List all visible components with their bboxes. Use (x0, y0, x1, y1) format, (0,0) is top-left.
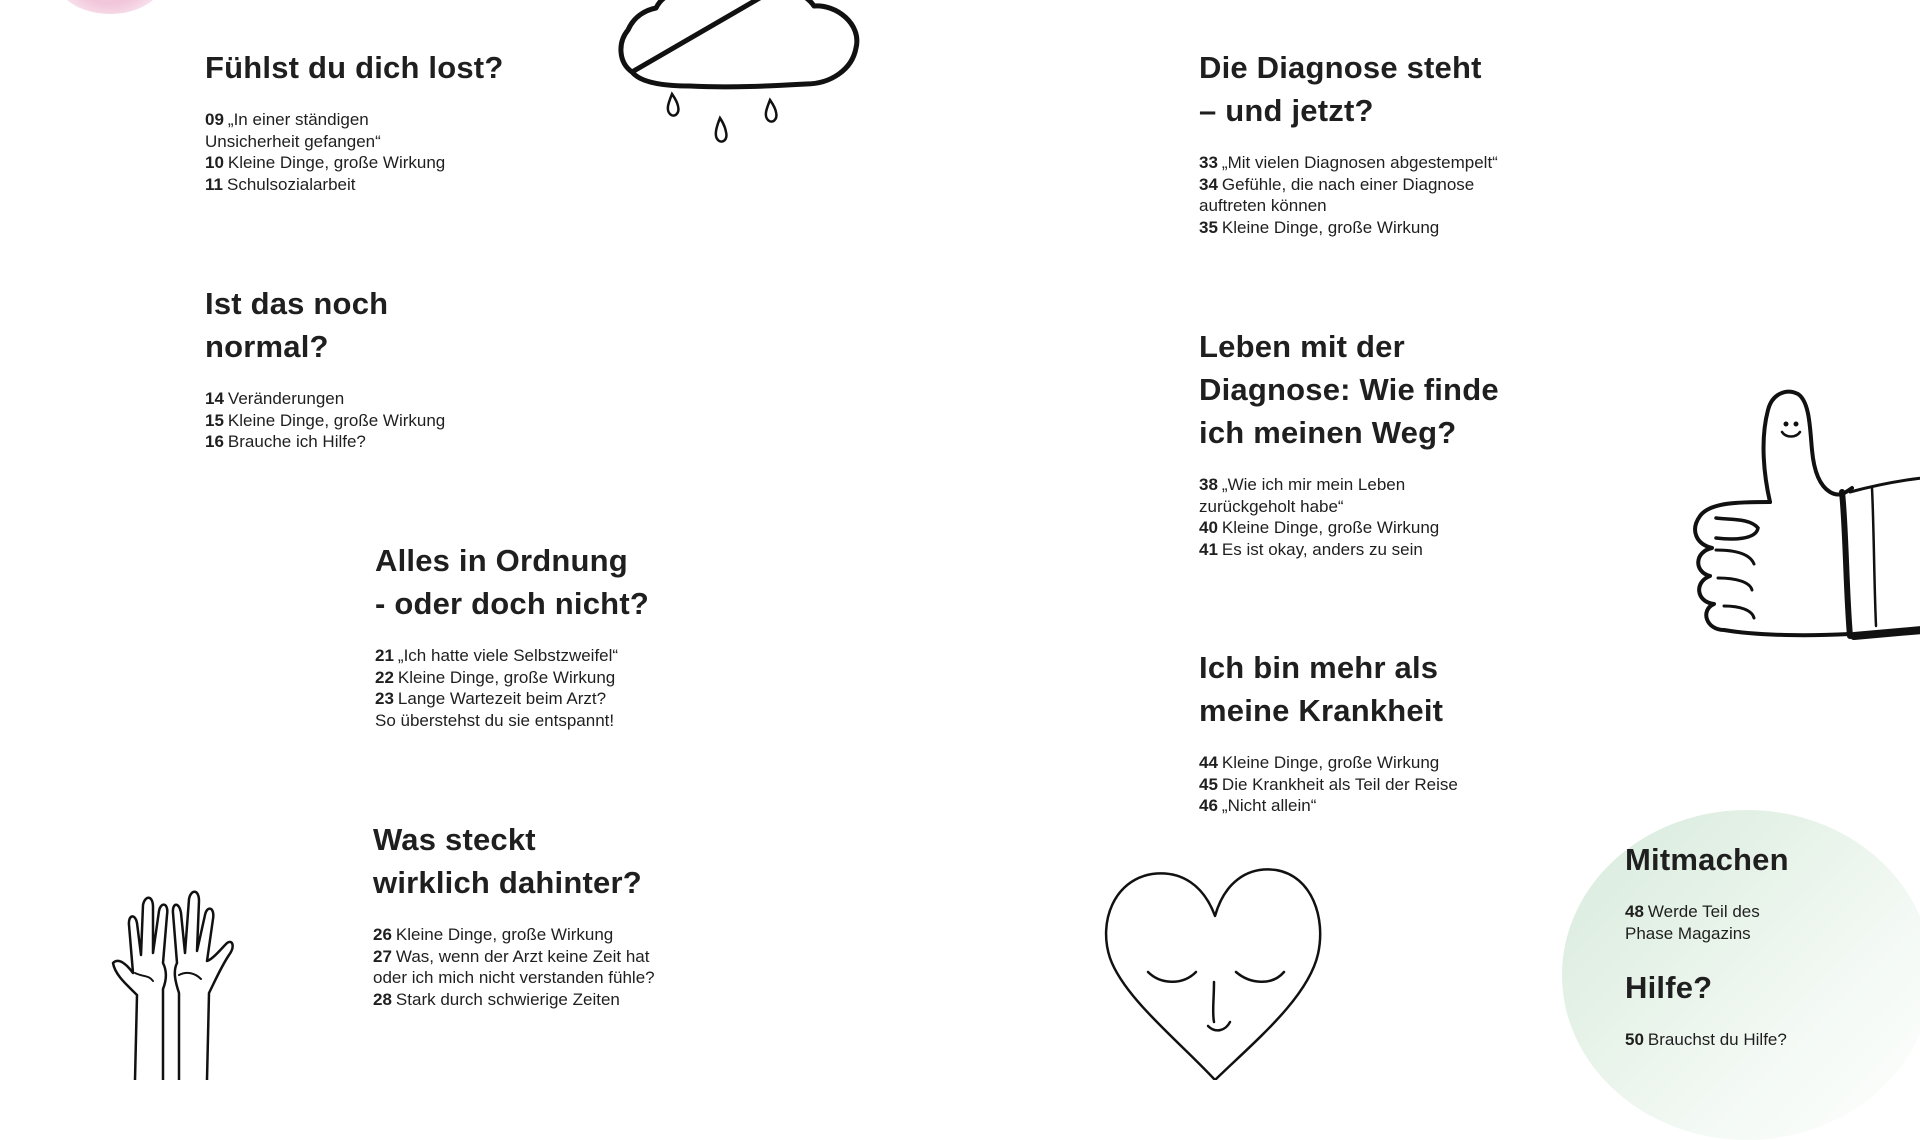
article-list (1625, 901, 1885, 944)
page-number: 28 (373, 989, 392, 1009)
list-item[interactable] (1199, 539, 1659, 561)
title-line: normal? (205, 329, 329, 364)
page-number: 50 (1625, 1030, 1644, 1049)
pink-decoration (55, 0, 165, 14)
page-number: 15 (205, 410, 224, 430)
article-title: Brauchst du Hilfe? (1647, 1030, 1787, 1049)
title-line: – und jetzt? (1199, 93, 1374, 128)
page-number: 41 (1199, 539, 1218, 559)
article-title: Schulsozialarbeit (226, 174, 356, 194)
list-item[interactable] (1199, 795, 1659, 817)
section-fuehlst-du-dich-lost (205, 46, 665, 195)
article-title: Kleine Dinge, große Wirkung (1221, 217, 1440, 237)
section-title (375, 539, 835, 625)
page-number: 22 (375, 667, 394, 687)
article-title: „Wie ich mir mein Leben zurückgeholt habe“ (1199, 475, 1406, 516)
page-number: 16 (205, 432, 224, 451)
heart-face-icon (1100, 862, 1330, 1080)
list-item[interactable] (373, 924, 833, 946)
list-item[interactable] (1199, 152, 1659, 174)
article-title: „Ich hatte viele Selbstzweifel“ (397, 646, 619, 665)
title-line: Ist das noch (205, 286, 389, 321)
article-title: „Nicht allein“ (1221, 796, 1317, 815)
list-item[interactable] (1199, 217, 1659, 239)
title-line: Alles in Ordnung (375, 543, 628, 578)
section-mitmachen (1625, 838, 1885, 944)
section-title (1625, 966, 1885, 1009)
article-title: Kleine Dinge, große Wirkung (1221, 518, 1440, 537)
section-alles-in-ordnung (375, 539, 835, 731)
article-title: Kleine Dinge, große Wirkung (395, 925, 614, 944)
page-number: 21 (375, 646, 394, 665)
page-number: 45 (1199, 774, 1218, 794)
raised-hands-icon (105, 885, 245, 1080)
article-list (375, 645, 835, 731)
article-title: Kleine Dinge, große Wirkung (397, 667, 616, 687)
article-title: Kleine Dinge, große Wirkung (227, 153, 446, 172)
title-line: meine Krankheit (1199, 693, 1444, 728)
list-item[interactable] (375, 645, 835, 667)
article-list (1625, 1029, 1885, 1051)
list-item[interactable] (205, 152, 665, 174)
section-title (1199, 325, 1659, 454)
title-line: Leben mit der (1199, 329, 1405, 364)
thumbs-up-icon (1660, 380, 1920, 660)
list-item[interactable] (1625, 901, 1885, 944)
section-leben-mit-der-diagnose (1199, 325, 1659, 560)
list-item[interactable] (1199, 774, 1659, 796)
page-number: 40 (1199, 518, 1218, 537)
article-title: Werde Teil des Phase Magazins (1625, 902, 1760, 943)
list-item[interactable] (205, 109, 665, 152)
article-list (1199, 474, 1659, 560)
section-title (1625, 838, 1885, 881)
article-list (205, 109, 665, 195)
rain-cloud-icon (610, 0, 870, 150)
section-title (205, 282, 665, 368)
list-item[interactable] (205, 174, 665, 196)
section-title (205, 46, 665, 89)
article-list (205, 388, 665, 453)
article-title: Gefühle, die nach einer Diagnose auftreten können (1199, 174, 1475, 215)
page-number: 23 (375, 689, 394, 708)
article-title: Veränderungen (227, 389, 345, 408)
article-title: „Mit vielen Diagnosen abgestempelt“ (1221, 153, 1498, 172)
list-item[interactable] (373, 989, 833, 1011)
page-number: 10 (205, 153, 224, 172)
list-item[interactable] (1199, 752, 1659, 774)
page-number: 44 (1199, 753, 1218, 772)
list-item[interactable] (375, 667, 835, 689)
page-number: 09 (205, 110, 224, 129)
section-die-diagnose-steht (1199, 46, 1659, 238)
page-number: 33 (1199, 153, 1218, 172)
list-item[interactable] (373, 946, 833, 989)
article-title: Lange Wartezeit beim Arzt? So überstehst du sie entspannt! (375, 689, 615, 730)
page-number: 38 (1199, 475, 1218, 494)
article-title: „In einer ständigen Unsicherheit gefangen“ (205, 110, 381, 151)
title-line: Ich bin mehr als (1199, 650, 1439, 685)
section-title (1199, 46, 1659, 132)
list-item[interactable] (1199, 174, 1659, 217)
section-title (1199, 646, 1659, 732)
article-list (1199, 152, 1659, 238)
section-ist-das-noch-normal (205, 282, 665, 453)
list-item[interactable] (1199, 474, 1659, 517)
title-line: Mitmachen (1625, 842, 1789, 877)
article-title: Die Krankheit als Teil der Reise (1221, 774, 1458, 794)
page-number: 27 (373, 946, 392, 966)
article-title: Brauche ich Hilfe? (227, 432, 366, 451)
article-list (1199, 752, 1659, 817)
article-list (373, 924, 833, 1010)
page-number: 26 (373, 925, 392, 944)
list-item[interactable] (1199, 517, 1659, 539)
page-number: 34 (1199, 174, 1218, 194)
title-line: Fühlst du dich lost? (205, 50, 504, 85)
section-title (373, 818, 833, 904)
page-number: 46 (1199, 796, 1218, 815)
page-number: 14 (205, 389, 224, 408)
page-number: 11 (205, 174, 223, 194)
article-title: Es ist okay, anders zu sein (1221, 539, 1423, 559)
article-title: Kleine Dinge, große Wirkung (227, 410, 446, 430)
section-ich-bin-mehr (1199, 646, 1659, 817)
list-item[interactable] (1625, 1029, 1885, 1051)
list-item[interactable] (205, 431, 665, 453)
article-title: Stark durch schwierige Zeiten (395, 989, 620, 1009)
page-number: 48 (1625, 902, 1644, 921)
title-line: Hilfe? (1625, 970, 1713, 1005)
title-line: Die Diagnose steht (1199, 50, 1482, 85)
title-line: Was steckt (373, 822, 536, 857)
list-item[interactable] (205, 388, 665, 410)
section-hilfe (1625, 966, 1885, 1051)
list-item[interactable] (205, 410, 665, 432)
article-title: Was, wenn der Arzt keine Zeit hat oder ich mich nicht verstanden fühle? (373, 946, 655, 987)
title-line: ich meinen Weg? (1199, 415, 1457, 450)
title-line: wirklich dahinter? (373, 865, 642, 900)
section-was-steckt-dahinter (373, 818, 833, 1010)
page-number: 35 (1199, 217, 1218, 237)
title-line: Diagnose: Wie finde (1199, 372, 1499, 407)
article-title: Kleine Dinge, große Wirkung (1221, 753, 1440, 772)
list-item[interactable] (375, 688, 835, 731)
title-line: - oder doch nicht? (375, 586, 649, 621)
